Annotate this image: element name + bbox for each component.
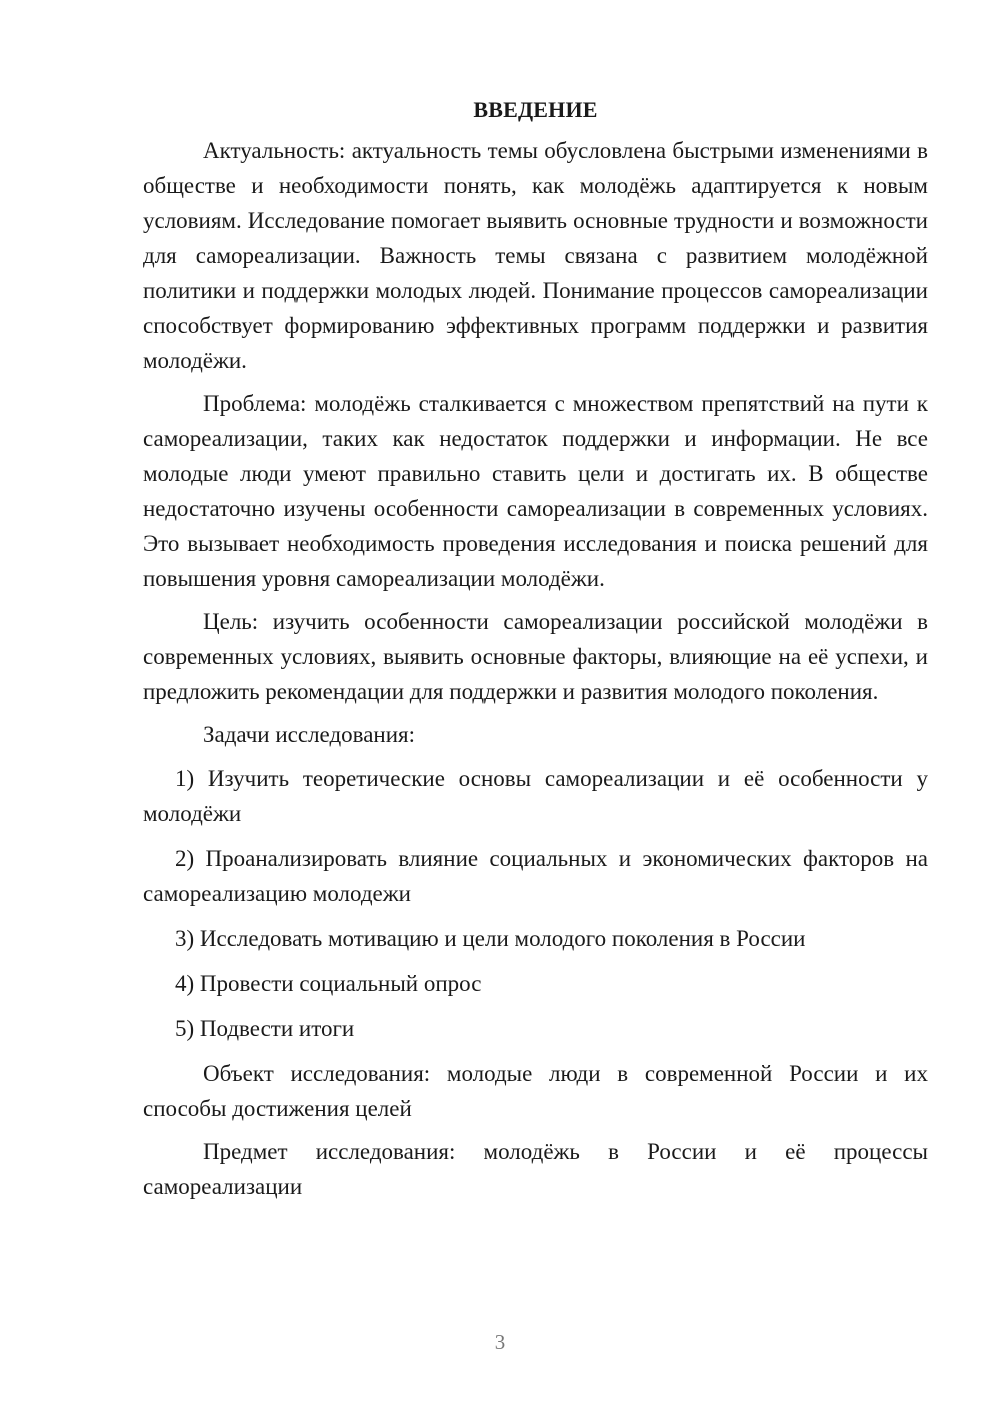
task-item-5: 5) Подвести итоги: [175, 1016, 355, 1041]
tasks-heading: Задачи исследования:: [203, 722, 416, 747]
object-paragraph: Объект исследования: молодые люди в современной России и их способы достижения целей: [143, 1061, 928, 1121]
task-item-2: 2) Проанализировать влияние социальных и экономических факторов на самореализацию молодежи: [143, 846, 928, 906]
problem-paragraph: Проблема: молодёжь сталкивается с множеством препятствий на пути к самореализации, таких как недостаток поддержки и информации. Не все молодые люди умеют правильно ставить цели и достигать их. В обществе недостаточно изучены особенности самореализации в современных условиях. Это вызывает необходимость проведения исследования и поиска решений для повышения уровня самореализации молодёжи.: [143, 391, 928, 591]
goal-paragraph: Цель: изучить особенности самореализации российской молодёжи в современных условиях, выявить основные факторы, влияющие на её успехи, и предложить рекомендации для поддержки и развития молодого поколения.: [143, 609, 928, 704]
task-item-4: 4) Провести социальный опрос: [175, 971, 482, 996]
relevance-paragraph: Актуальность: актуальность темы обусловлена быстрыми изменениями в обществе и необходимости понять, как молодёжь адаптируется к новым условиям. Исследование помогает выявить основные трудности и возможности для самореализации. Важность темы связана с развитием молодёжной политики и поддержки молодых людей. Понимание процессов самореализации способствует формированию эффективных программ поддержки и развития молодёжи.: [143, 138, 928, 373]
document-page: [143, 92, 928, 1212]
task-item-3: 3) Исследовать мотивацию и цели молодого поколения в России: [175, 926, 806, 951]
section-heading: ВВЕДЕНИЕ: [473, 97, 598, 122]
task-item-1: 1) Изучить теоретические основы самореализации и её особенности у молодёжи: [143, 766, 928, 826]
subject-paragraph: Предмет исследования: молодёжь в России и её процессы самореализации: [143, 1139, 928, 1199]
page-number: 3: [494, 1330, 506, 1354]
